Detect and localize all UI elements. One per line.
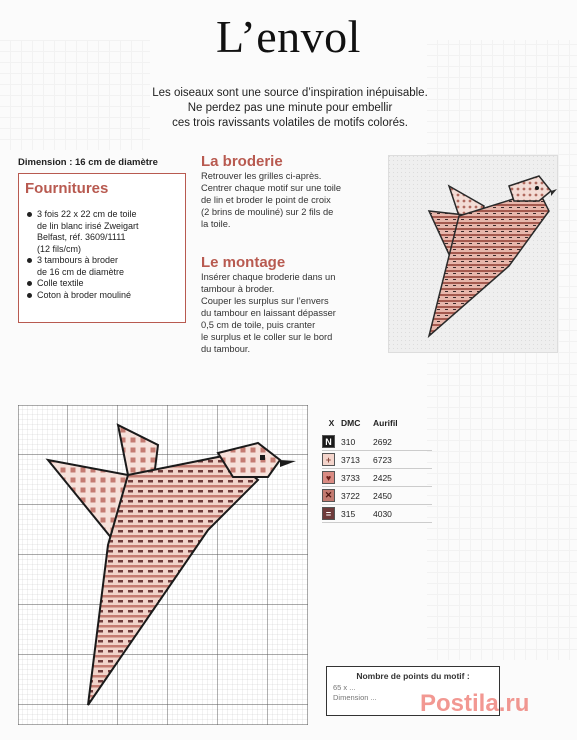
intro-line: Les oiseaux sont une source d’inspiration inépuisable. xyxy=(152,87,428,99)
embroidery-line: la toile. xyxy=(201,219,231,229)
watermark: Postila.ru xyxy=(420,690,530,717)
stitch-count-line: Dimension ... xyxy=(333,693,377,702)
supplies-title: Fournitures xyxy=(25,180,109,197)
legend-symbol-icon: + xyxy=(322,453,335,466)
supplies-item: 3 fois 22 x 22 cm de toile de lin blanc irisé Zweigart Belfast, réf. 3609/1111 (12 fils/cm) xyxy=(25,209,179,255)
color-legend xyxy=(322,418,432,523)
intro-line: Ne perdez pas une minute pour embellir xyxy=(187,102,393,114)
bullet-icon xyxy=(27,293,32,298)
supplies-list xyxy=(25,209,179,301)
assembly-line: Couper les surplus sur l’envers xyxy=(201,296,329,306)
dimension-label: Dimension : 16 cm de diamètre xyxy=(18,157,158,168)
bullet-icon xyxy=(27,281,32,286)
legend-header-aurifil: Aurifil xyxy=(373,418,398,428)
legend-dmc: 315 xyxy=(341,508,356,519)
legend-symbol-icon: ✕ xyxy=(322,489,335,502)
assembly-line: du tambour. xyxy=(201,344,251,354)
legend-row xyxy=(322,451,432,469)
embroidery-line: (2 brins de mouliné) sur 2 fils de xyxy=(201,207,334,217)
embroidery-line: Centrer chaque motif sur une toile xyxy=(201,183,342,193)
legend-header-dmc: DMC xyxy=(341,418,361,428)
assembly-section xyxy=(201,254,375,355)
assembly-line: 0,5 cm de toile, puis cranter xyxy=(201,320,316,330)
legend-row xyxy=(322,433,432,451)
legend-aurifil: 2692 xyxy=(373,436,392,447)
bullet-icon xyxy=(27,212,32,217)
legend-aurifil: 2425 xyxy=(373,472,392,483)
assembly-line: Insérer chaque broderie dans un xyxy=(201,272,336,282)
legend-header-x: X xyxy=(328,418,335,428)
bullet-icon xyxy=(27,258,32,263)
bird-photo-image xyxy=(389,156,557,352)
chart-grid xyxy=(18,405,308,725)
embroidery-title: La broderie xyxy=(201,153,283,170)
legend-rows xyxy=(322,433,432,523)
legend-row xyxy=(322,487,432,505)
stitch-count-title: Nombre de points du motif : xyxy=(356,671,470,681)
supplies-item: 3 tambours à broder de 16 cm de diamètre xyxy=(25,255,179,278)
legend-row xyxy=(322,469,432,487)
page-title: L’envol xyxy=(216,11,361,62)
assembly-title: Le montage xyxy=(201,254,286,271)
assembly-line: tambour à broder. xyxy=(201,284,275,294)
embroidery-line: de lin et broder le point de croix xyxy=(201,195,331,205)
legend-dmc: 3713 xyxy=(341,454,360,465)
legend-dmc: 3733 xyxy=(341,472,360,483)
supplies-box xyxy=(18,173,186,323)
embroidery-section xyxy=(201,153,375,230)
assembly-line: du tambour en laissant dépasser xyxy=(201,308,336,318)
embroidered-bird-photo xyxy=(388,155,558,353)
intro-text xyxy=(100,86,480,131)
legend-row xyxy=(322,505,432,523)
supplies-item: Coton à broder mouliné xyxy=(25,290,179,302)
legend-aurifil: 6723 xyxy=(373,454,392,465)
stitch-count-line: 65 x ... xyxy=(333,683,356,692)
legend-dmc: 3722 xyxy=(341,490,360,501)
assembly-line: le surplus et le coller sur le bord xyxy=(201,332,333,342)
legend-dmc: 310 xyxy=(341,436,356,447)
cross-stitch-chart xyxy=(18,405,308,725)
legend-aurifil: 4030 xyxy=(373,508,392,519)
legend-symbol-icon: ♥ xyxy=(322,471,335,484)
legend-aurifil: 2450 xyxy=(373,490,392,501)
legend-header xyxy=(322,418,432,428)
intro-line: ces trois ravissants volatiles de motifs colorés. xyxy=(172,117,408,129)
supplies-item: Colle textile xyxy=(25,278,179,290)
legend-symbol-icon: N xyxy=(322,435,335,448)
legend-symbol-icon: = xyxy=(322,507,335,520)
embroidery-line: Retrouver les grilles ci-après. xyxy=(201,171,322,181)
